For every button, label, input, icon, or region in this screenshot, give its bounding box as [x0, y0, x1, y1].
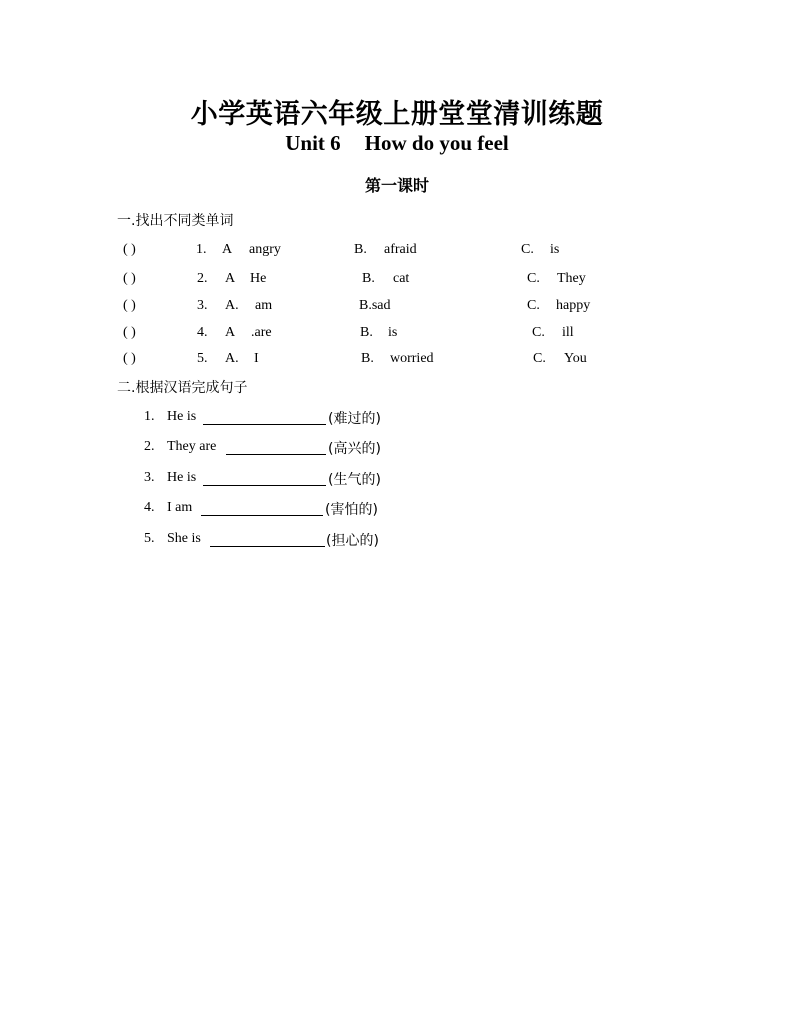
option-a: I [254, 351, 259, 366]
lesson-title: 第一课时 [364, 176, 429, 195]
option-b-label: B. [361, 351, 374, 366]
option-a-label: A [225, 271, 236, 286]
option-c-label: C. [527, 298, 540, 313]
option-b: is [388, 325, 398, 340]
option-b-label: B. [360, 325, 373, 340]
item-number: 5. [144, 531, 155, 546]
option-c: ill [562, 325, 574, 340]
question-number: 4. [197, 325, 208, 340]
option-c-label: C. [533, 351, 546, 366]
answer-blank[interactable] [203, 470, 326, 486]
question-number: 2. [197, 271, 208, 286]
unit-heading [0, 131, 794, 156]
item-prefix: He is [167, 409, 197, 424]
answer-blank[interactable] [210, 531, 325, 547]
item-prefix: He is [167, 470, 197, 485]
option-c-label: C. [521, 242, 534, 257]
option-c: happy [556, 298, 591, 313]
option-b: cat [393, 271, 410, 286]
option-a-label: A. [225, 298, 239, 313]
answer-blank[interactable] [226, 439, 326, 455]
option-a: am [255, 298, 273, 313]
option-b-label: B. [354, 242, 367, 257]
option-c-label: C. [532, 325, 545, 340]
item-number: 3. [144, 470, 155, 485]
item-prefix: She is [167, 531, 201, 546]
question-number: 5. [197, 351, 208, 366]
chinese-hint: (担心的) [326, 533, 379, 549]
page-title: 小学英语六年级上册堂堂清训练题 [190, 99, 604, 130]
option-a-label: A. [225, 351, 239, 366]
answer-paren[interactable]: ( ) [123, 325, 136, 340]
answer-paren[interactable]: ( ) [123, 271, 136, 286]
option-a: He [250, 271, 267, 286]
item-number: 4. [144, 500, 155, 515]
option-c-label: C. [527, 271, 540, 286]
option-c: They [557, 271, 586, 286]
unit-number: Unit 6 [285, 131, 341, 155]
item-number: 2. [144, 439, 155, 454]
answer-paren[interactable]: ( ) [123, 351, 136, 366]
option-b: worried [390, 351, 434, 366]
option-a: .are [251, 325, 272, 340]
item-prefix: I am [167, 500, 193, 515]
section2-heading: 二.根据汉语完成句子 [117, 380, 248, 396]
answer-blank[interactable] [201, 500, 323, 516]
item-number: 1. [144, 409, 155, 424]
option-b: afraid [384, 242, 417, 257]
answer-paren[interactable]: ( ) [123, 298, 136, 313]
option-c: is [550, 242, 560, 257]
question-number: 3. [197, 298, 208, 313]
answer-paren[interactable]: ( ) [123, 242, 136, 257]
answer-blank[interactable] [203, 409, 326, 425]
option-b-label: B. [362, 271, 375, 286]
chinese-hint: (生气的) [328, 472, 381, 488]
item-prefix: They are [167, 439, 217, 454]
question-number: 1. [196, 242, 207, 257]
option-a-label: A [225, 325, 236, 340]
chinese-hint: (害怕的) [325, 502, 378, 518]
option-b: B.sad [359, 298, 391, 313]
section1-heading: 一.找出不同类单词 [117, 213, 234, 229]
option-c: You [564, 351, 587, 366]
chinese-hint: (高兴的) [328, 441, 381, 457]
unit-title: How do you feel [364, 131, 509, 155]
option-a-label: A [222, 242, 233, 257]
chinese-hint: (难过的) [328, 411, 381, 427]
option-a: angry [249, 242, 281, 257]
